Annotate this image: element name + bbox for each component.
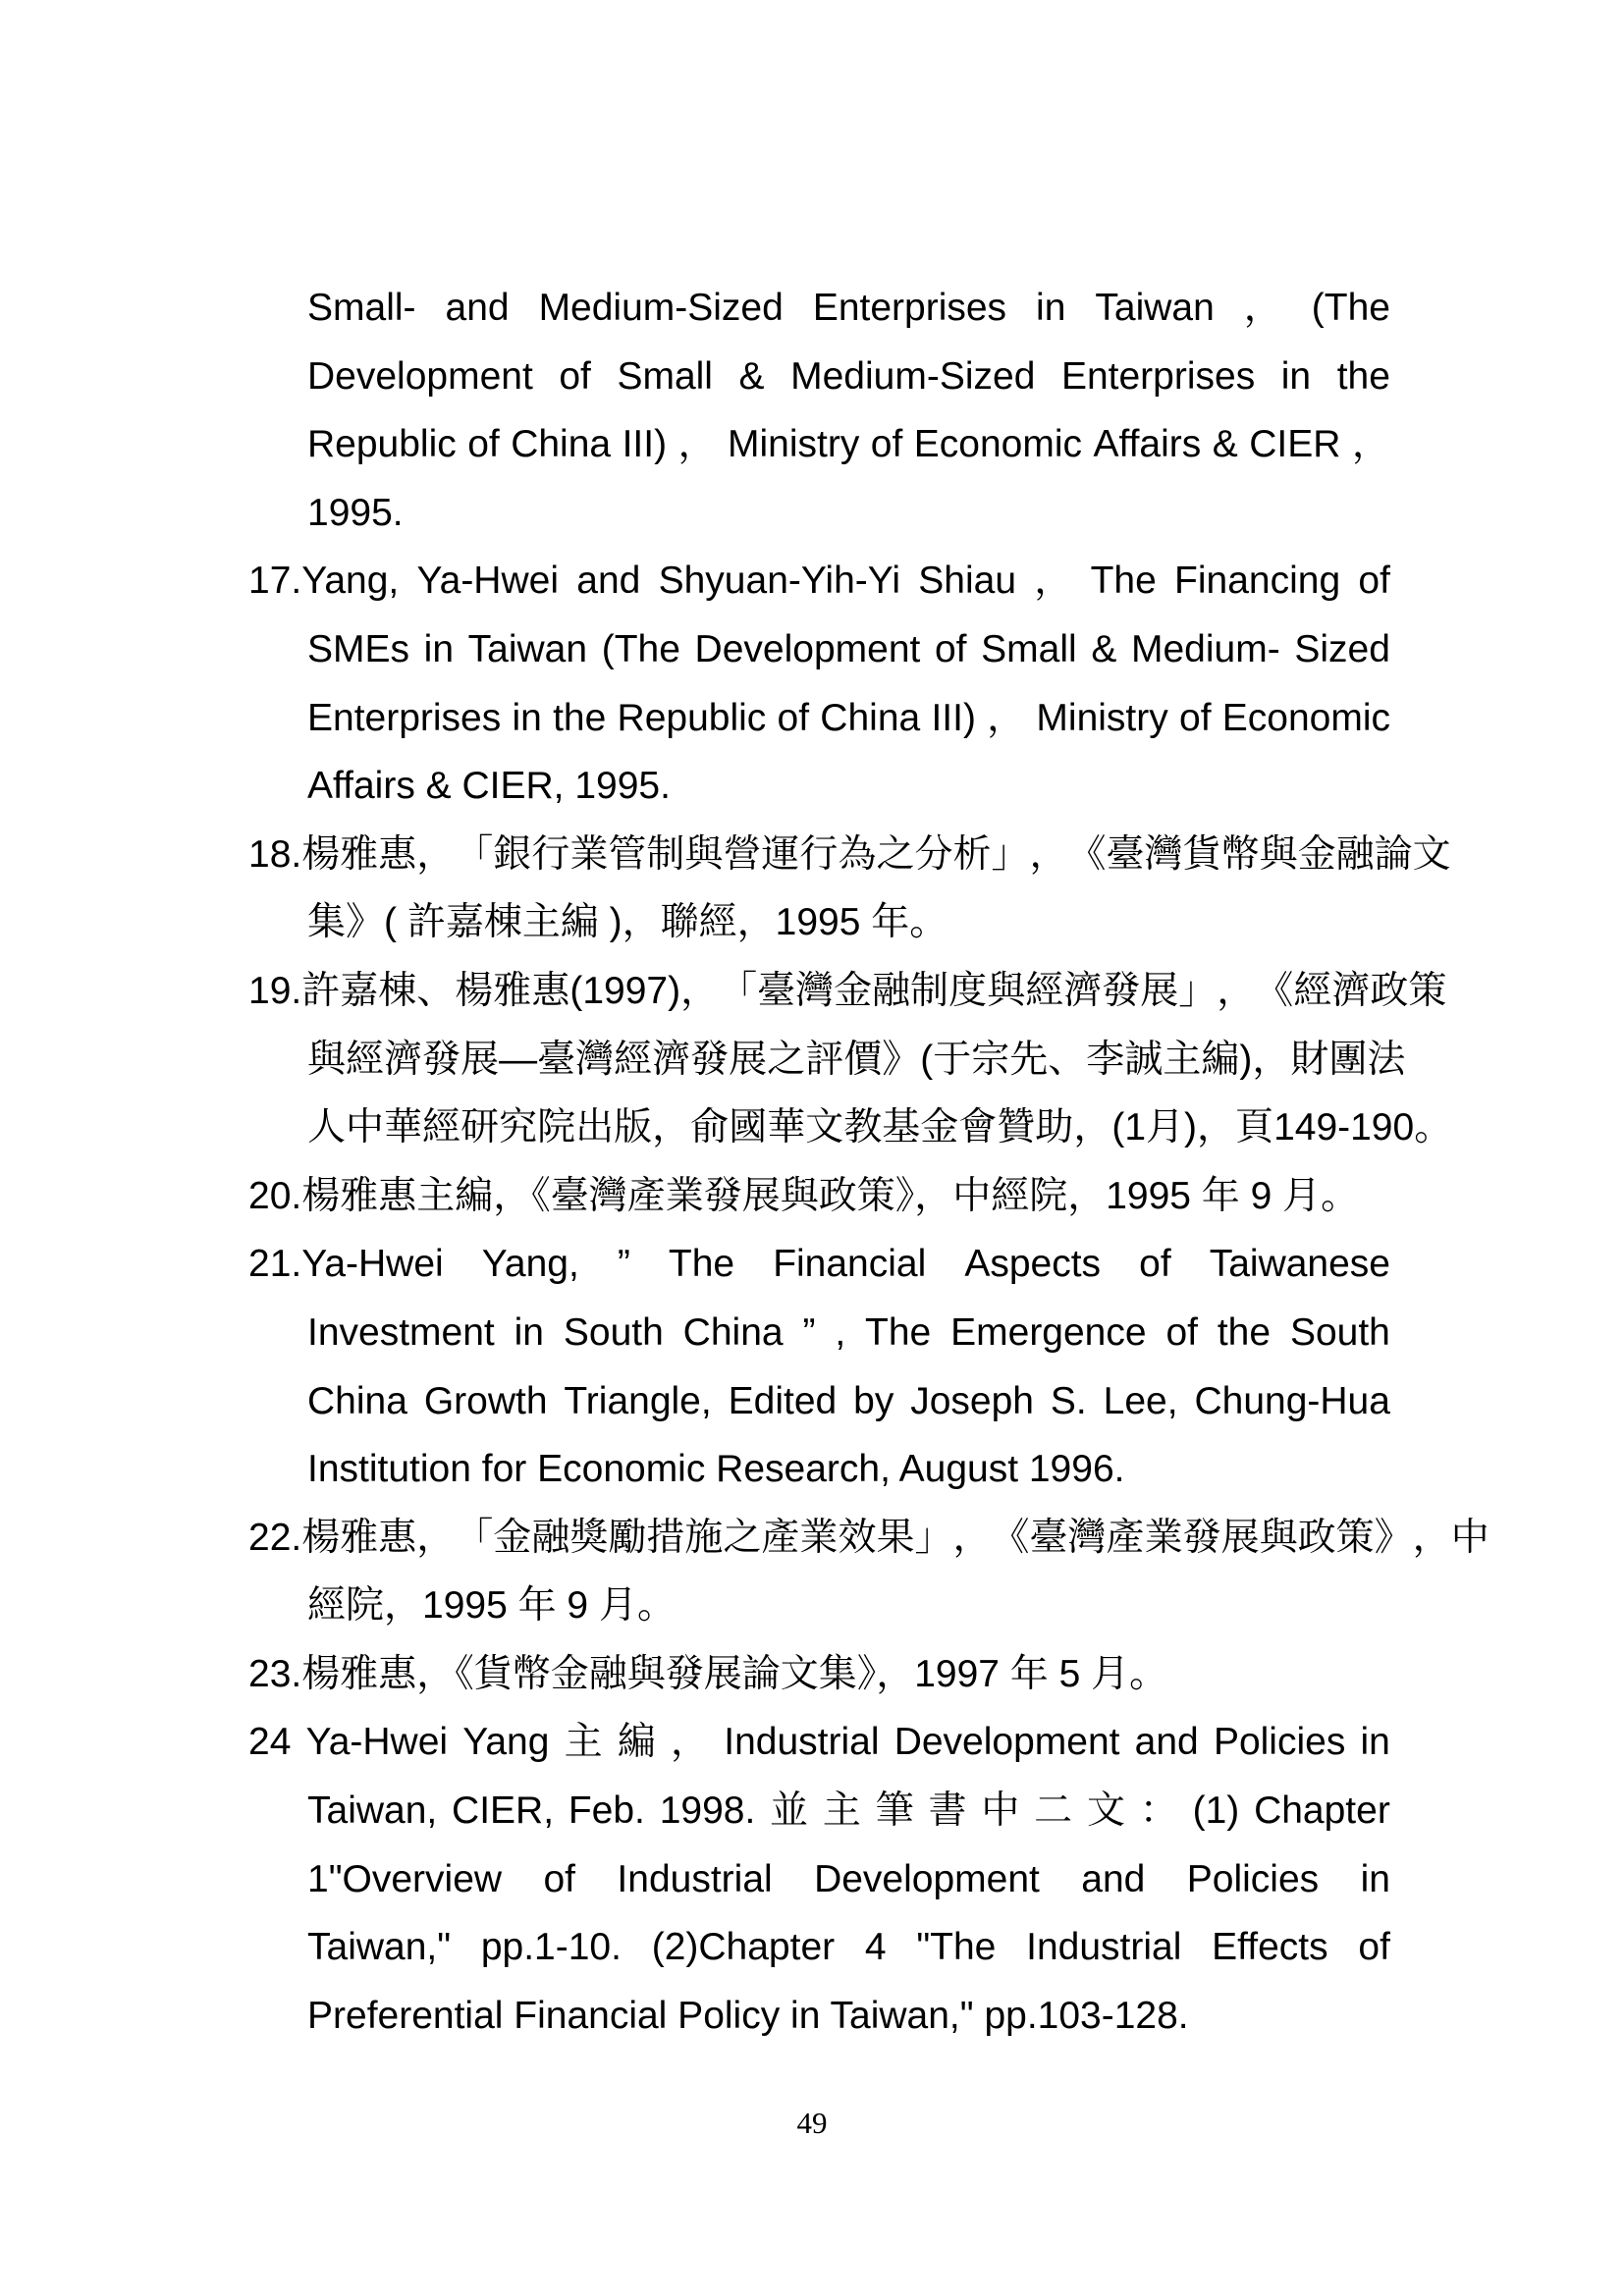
reference-item (248, 1504, 1489, 1640)
reference-line: Institution for Economic Research, August 1996. (307, 1448, 1125, 1491)
reference-item (248, 1708, 1390, 2050)
reference-line: Investment in South China ” , The Emergence of the South (307, 1310, 1390, 1354)
reference-line: 1"Overview of Industrial Development and Policies in (307, 1857, 1390, 1900)
reference-line: 21.Ya-Hwei Yang, ” The Financial Aspects of Taiwanese (248, 1243, 1390, 1286)
reference-item (248, 1640, 1390, 1709)
reference-line: 22. 楊 雅 惠 ， 「 金 融 獎 勵 措 施 之 產 業 效 果 」 ， 《 臺 灣 產 業 發 展 與 政 策 》 ， 中 (248, 1516, 1489, 1559)
reference-line: Small- and Medium-Sized Enterprises in Taiwan ， (The (307, 287, 1390, 329)
reference-line: 與 經 濟 發 展 — 臺 灣 經 濟 發 展 之 評 價 》 ( 于 宗 先 、 李 誠 主 編 ) ， 財 團 法 (307, 1038, 1406, 1081)
reference-line: 24 Ya-Hwei Yang 主 編 ， Industrial Development and Policies in (248, 1721, 1390, 1764)
reference-line: SMEs in Taiwan (The Development of Small & Medium- Sized (307, 627, 1390, 670)
reference-line: 1995. (307, 491, 404, 534)
page-number: 49 (796, 2106, 828, 2140)
reference-item (248, 821, 1451, 957)
reference-line: 18. 楊 雅 惠 ， 「 銀 行 業 管 制 與 營 運 行 為 之 分 析 」 ， 《 臺 灣 貨 幣 與 金 融 論 文 (248, 832, 1451, 876)
reference-line: 人 中 華 經 研 究 院 出 版 ， 俞 國 華 文 教 基 金 會 贊 助 ， (1 月 ) ， 頁 149-190 。 (307, 1106, 1453, 1149)
reference-item (248, 1230, 1390, 1503)
reference-item (248, 274, 1390, 547)
reference-line: 20.楊雅惠主編，《臺灣產業發展與政策》，中經院，1995 年 9 月。 (248, 1174, 1360, 1217)
reference-line: Taiwan, CIER, Feb. 1998. 並 主 筆 書 中 二 文 ： (1) Chapter (307, 1789, 1390, 1833)
reference-line: Taiwan," pp.1-10. (2)Chapter 4 "The Industrial Effects of (307, 1926, 1390, 1969)
reference-line: Enterprises in the Republic of China III) ， Ministry of Economic (307, 696, 1390, 739)
reference-item (248, 957, 1453, 1162)
reference-line: Preferential Financial Policy in Taiwan," pp.103-128. (307, 1994, 1189, 2037)
reference-line: Republic of China III) ， Ministry of Economic Affairs & CIER ， (307, 423, 1390, 466)
reference-line: Development of Small & Medium-Sized Enterprises in the (307, 354, 1390, 398)
reference-line: 19. 許 嘉 棟 、 楊 雅 惠 (1997) ， 「 臺 灣 金 融 制 度 與 經 濟 發 展 」 ， 《 經 濟 政 策 (248, 969, 1447, 1012)
reference-list (248, 274, 1489, 2050)
reference-item (248, 547, 1390, 820)
reference-line: 17.Yang, Ya-Hwei and Shyuan-Yih-Yi Shiau ， The Financing of (248, 560, 1390, 603)
reference-item (248, 1162, 1390, 1231)
reference-line: 集》( 許嘉棟主編 )，聯經，1995 年。 (307, 901, 948, 944)
reference-line: 經院，1995 年 9 月。 (307, 1584, 676, 1628)
reference-line: China Growth Triangle, Edited by Joseph S. Lee, Chung-Hua (307, 1379, 1390, 1422)
reference-line: 23.楊雅惠，《貨幣金融與發展論文集》，1997 年 5 月。 (248, 1652, 1168, 1695)
reference-line: Affairs & CIER, 1995. (307, 765, 671, 808)
